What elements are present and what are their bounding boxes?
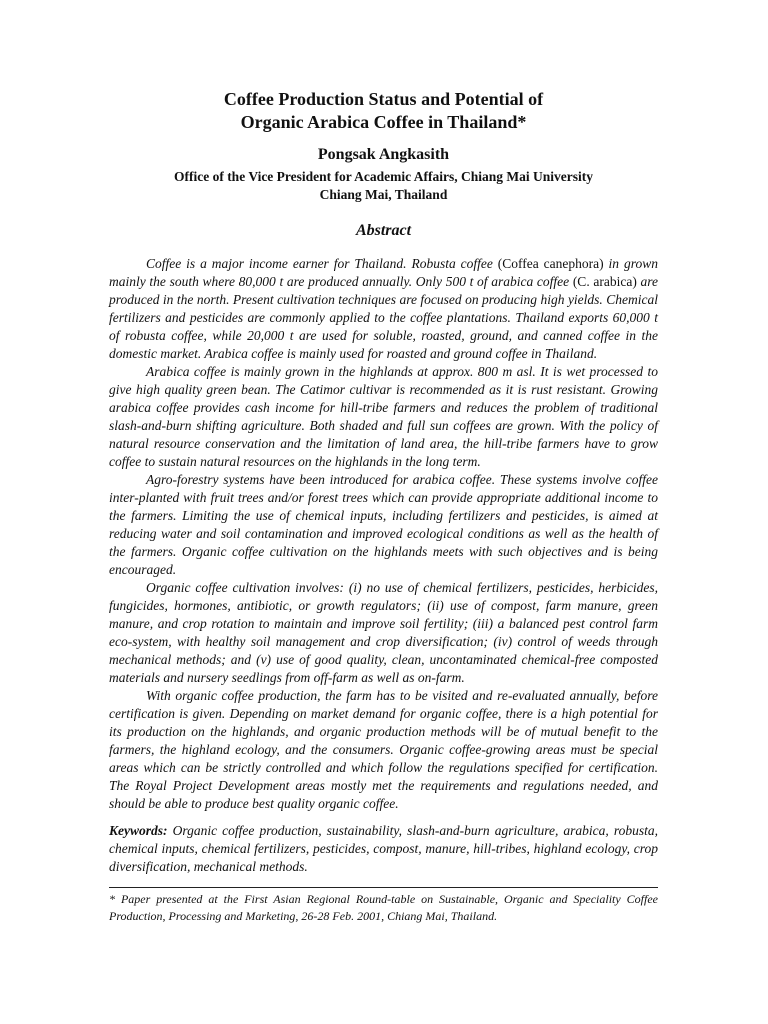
affiliation-line-2: Chiang Mai, Thailand xyxy=(319,187,448,202)
affiliation xyxy=(109,168,658,204)
paper-title xyxy=(109,88,658,134)
footnote-divider xyxy=(109,887,658,888)
p1-text-a: Coffee is a major income earner for Thailand. Robusta coffee xyxy=(146,256,498,271)
title-line-2: Organic Arabica Coffee in Thailand* xyxy=(240,112,527,132)
species-arabica: (C. arabica) xyxy=(572,274,637,289)
abstract-paragraph-5: With organic coffee production, the farm has to be visited and re-evaluated annually, before certification is given. Depending on market demand for organic coffee, there is a high potential for its production on the highlands, and organic production methods will be of mutual benefit to the farmers, the highland ecology, and the consumers. Organic coffee-growing areas must be special areas which can be strictly controlled and which follow the regulations specified for certification. The Royal Project Development areas mostly met the requirements and regulations needed, and should be able to produce best quality organic coffee. xyxy=(109,688,658,811)
footnote: * Paper presented at the First Asian Regional Round-table on Sustainable, Organic and Speciality Coffee Production, Processing and Marketing, 26-28 Feb. 2001, Chiang Mai, Thailand. xyxy=(109,892,658,923)
author-name: Pongsak Angkasith xyxy=(317,146,450,163)
abstract-paragraph-4: Organic coffee cultivation involves: (i) no use of chemical fertilizers, pesticides, herbicides, fungicides, hormones, antibiotic, or growth regulators; (ii) use of compost, farm manure, green manure, and crop rotation to maintain and improve soil fertility; (iii) a balanced pest control farm eco-system, with healthy soil management and crop diversification; (iv) control of weeds through mechanical methods; and (v) use of good quality, clean, uncontaminated chemical-free composted materials and nursery seedlings from off-farm as well as on-farm. xyxy=(109,580,658,685)
species-robusta: (Coffea canephora) xyxy=(497,256,604,271)
affiliation-line-1: Office of the Vice President for Academic Affairs, Chiang Mai University xyxy=(173,169,594,184)
abstract-paragraph-1 xyxy=(109,255,658,363)
abstract-paragraph-2: Arabica coffee is mainly grown in the highlands at approx. 800 m asl. It is wet processed to give high quality green bean. The Catimor cultivar is recommended as it is rust resistant. Growing arabica coffee provides cash income for hill-tribe farmers and reduces the problem of traditional slash-and-burn shifting agriculture. Both shaded and full sun coffees are grown. With the policy of natural resource conservation and the limitation of land area, the hill-tribe farmers have to grow coffee to sustain natural resources on the highlands in the long term. xyxy=(109,364,658,469)
abstract-body xyxy=(109,255,658,813)
paper-page xyxy=(109,88,658,925)
abstract-heading: Abstract xyxy=(355,222,412,239)
p1-text-c: in grown mainly the south where 80,000 t are produced annually. Only 500 t of arabica coffee xyxy=(109,256,658,289)
abstract-paragraph-3: Agro-forestry systems have been introduced for arabica coffee. These systems involve coffee inter-planted with fruit trees and/or forest trees which can provide appropriate additional income to the farmers. Limiting the use of chemical inputs, including fertilizers and pesticides, is aimed at reducing water and soil contamination and improved ecological conditions as well as the health of the farmers. Organic coffee cultivation on the highlands meets with such objectives and is being encouraged. xyxy=(109,472,658,577)
keywords xyxy=(109,822,658,876)
keywords-label: Keywords: xyxy=(109,823,168,838)
title-line-1: Coffee Production Status and Potential of xyxy=(223,89,544,109)
keywords-text: Organic coffee production, sustainability, slash-and-burn agriculture, arabica, robusta, chemical inputs, chemical fertilizers, pesticides, compost, manure, hill-tribes, highland ecology, crop diversification, mechanical methods. xyxy=(109,823,658,874)
p1-text-e: are produced in the north. Present cultivation techniques are focused on producing high yields. Chemical fertilizers and pesticides are commonly applied to the coffee plantations. Thailand exports 60,000 t of robusta coffee, while 20,000 t are used for soluble, roasted, ground, and canned coffee in the domestic market. Arabica coffee is mainly used for roasted and ground coffee in Thailand. xyxy=(109,274,658,361)
